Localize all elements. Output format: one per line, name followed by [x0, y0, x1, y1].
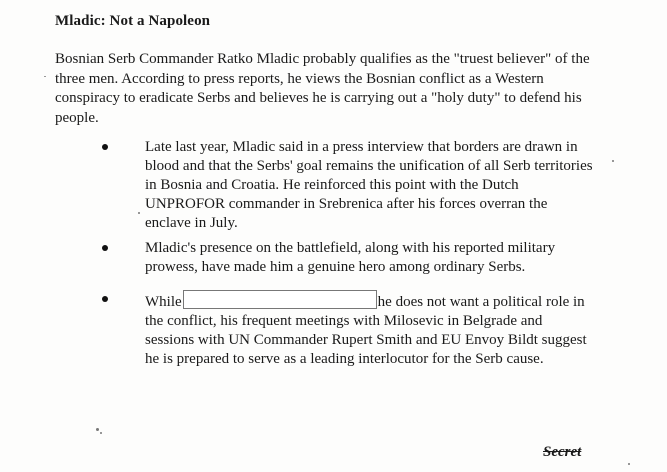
classification-marking: Secret	[543, 444, 582, 460]
bullet-text: Mladic's presence on the battlefield, along with his reported military prowess, have made him a genuine hero among ordinary Serbs.	[145, 240, 556, 275]
bullet-text: Late last year, Mladic said in a press interview that borders are drawn in blood and that the Serbs' goal remains the unification of all Serb territories in Bosnia and Croatia. He reinforced this point with the Dutch UNPROFOR commander in Srebrenica after his forces overran the enclave in July.	[145, 139, 593, 231]
bullet-icon	[102, 245, 108, 251]
section-heading: Mladic: Not a Napoleon	[55, 13, 211, 29]
bullet-text-after-redaction: he does not want a political role in the conflict, his frequent meetings with Milosevic in Belgrade and sessions with UN Commander Rupert Smith and EU Envoy Bildt suggest he is prepared to serve as a leading interlocutor for the Serb cause.	[145, 294, 587, 367]
scan-speck	[100, 432, 102, 434]
intro-paragraph: Bosnian Serb Commander Ratko Mladic probably qualifies as the "truest believer" of the three men. According to press reports, he views the Bosnian conflict as a Western conspiracy to eradicate Serbs and believes he is carrying out a "holy duty" to defend his people.	[55, 51, 590, 126]
scan-speck	[612, 160, 614, 162]
scan-speck	[44, 76, 46, 77]
scan-speck	[138, 212, 140, 214]
bullet-text	[145, 290, 595, 369]
redaction-box	[183, 290, 377, 309]
bullet-icon	[102, 144, 108, 150]
bullet-icon	[102, 296, 108, 302]
bullet-text-before-redaction: While	[145, 294, 182, 310]
scan-speck	[628, 463, 630, 465]
scan-speck	[96, 428, 99, 431]
